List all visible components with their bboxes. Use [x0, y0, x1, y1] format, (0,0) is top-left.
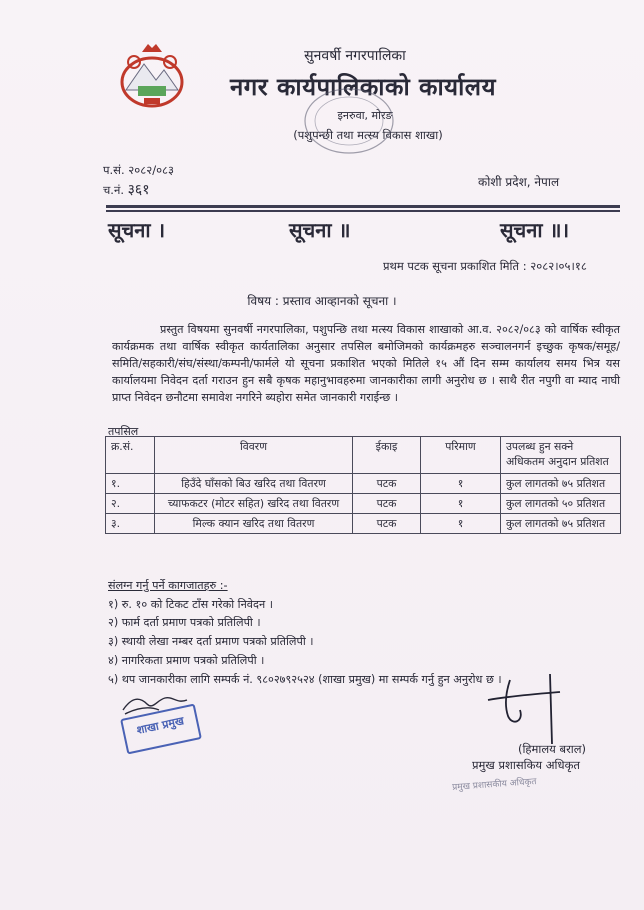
- municipality-emblem-icon: [104, 40, 200, 110]
- cell-sn: २.: [106, 494, 155, 514]
- cell-description: मिल्क क्यान खरिद तथा वितरण: [155, 514, 353, 534]
- cell-sn: १.: [106, 474, 155, 494]
- cell-subsidy: कुल लागतको ७५ प्रतिशत: [501, 474, 621, 494]
- col-header-description: विवरण: [155, 437, 353, 474]
- notice-body: प्रस्तुत विषयमा सुनवर्षी नगरपालिका, पशुपन्छि तथा मत्स्य विकास शाखाको आ.व. २०८२/०८३ को वार्षिक स्वीकृत कार्यक्रमक तथा वार्षिक स्वीकृत कार्यतालिका अनुसार तपसिल बमोजिमको कार्यक्रमहरु सञ्चालनगर्न इच्छुक कृषक/समूह/समिति/सहकारी/संघ/संस्था/कम्पनी/फार्मले यो सूचना प्रकाशित भएको मितिले १५ औं दिन सम्म कार्यालय समय भित्र यस कार्यालयमा निवेदन दर्ता गराउन हुन सबै कृषक महानुभावहरुमा जानकारीका लागी अनुरोध छ । साथै रीत नपुगी वा म्याद नाघी प्राप्त निवेदन छनौटमा समावेश नगरिने ब्यहोरा समेत जानकारी गराईन्छ ।: [112, 323, 620, 404]
- required-documents: [108, 577, 502, 689]
- documents-heading: संलग्न गर्नु पर्ने कागजातहरु :-: [108, 579, 228, 592]
- cell-quantity: १: [421, 514, 501, 534]
- table-header-row: [106, 437, 621, 474]
- province-text: कोशी प्रदेश, नेपाल: [478, 175, 560, 189]
- list-item: ५) थप जानकारीका लागि सम्पर्क नं. ९८०२७९२५२४ (शाखा प्रमुख) मा सम्पर्क गर्नु हुन अनुरोध छ ।: [108, 672, 502, 686]
- col-header-quantity: परिमाण: [421, 437, 501, 474]
- municipality-name: सुनवर्षी नगरपालिका: [304, 48, 406, 64]
- cell-unit: पटक: [353, 514, 421, 534]
- cell-unit: पटक: [353, 474, 421, 494]
- notice-subject: विषय : प्रस्ताव आव्हानको सूचना ।: [247, 294, 397, 308]
- cell-quantity: १: [421, 474, 501, 494]
- col-header-subsidy: उपलब्ध हुन सक्ने अधिकतम अनुदान प्रतिशत: [501, 437, 621, 474]
- table-row: [106, 514, 621, 534]
- schedule-table: [105, 436, 621, 534]
- cell-quantity: १: [421, 494, 501, 514]
- notice-title-2: सूचना ॥: [289, 218, 351, 242]
- list-item: ३) स्थायी लेखा नम्बर दर्ता प्रमाण पत्रको प्रतिलिपी ।: [108, 635, 314, 649]
- signatory-title: प्रमुख प्रशासकिय अधिकृत: [472, 758, 580, 772]
- col-header-unit: ईकाइ: [353, 437, 421, 474]
- dispatch-number-label: च.नं.: [103, 183, 124, 197]
- list-item: ४) नागरिकता प्रमाण पत्रको प्रतिलिपी ।: [108, 653, 265, 667]
- cell-unit: पटक: [353, 494, 421, 514]
- fiscal-year-value: २०८२/०८३: [128, 163, 175, 177]
- dispatch-number-value: ३६१: [127, 182, 150, 198]
- fiscal-year-label: प.सं.: [103, 163, 125, 177]
- cell-description: हिउँदे घाँसको बिउ खरिद तथा वितरण: [155, 474, 353, 494]
- table-row: [106, 494, 621, 514]
- publish-date: प्रथम पटक सूचना प्रकाशित मिति : २०८२।०५।१८: [383, 259, 587, 273]
- office-location: इनरुवा, मोरङ: [337, 109, 393, 122]
- branch-chief-stamp-text: शाखा प्रमुख: [135, 714, 186, 737]
- cao-signature-icon: [480, 670, 590, 750]
- list-item: २) फार्म दर्ता प्रमाण पत्रको प्रतिलिपी ।: [108, 616, 261, 630]
- dispatch-number-line: [103, 180, 150, 199]
- signatory-name: (हिमालय बराल): [517, 742, 587, 756]
- notice-title-3: सूचना ॥।: [500, 218, 570, 242]
- header-divider-thin: [106, 210, 620, 212]
- cell-description: च्याफकटर (मोटर सहित) खरिद तथा वितरण: [155, 494, 353, 514]
- col-header-sn: क्र.सं.: [106, 437, 155, 474]
- list-item: १) रु. १० को टिकट टाँस गरेको निवेदन ।: [108, 597, 273, 611]
- office-seal-icon: [300, 86, 398, 156]
- cell-sn: ३.: [106, 514, 155, 534]
- office-title: नगर कार्यपालिकाको कार्यालय: [229, 73, 497, 101]
- schedule-label: तपसिल: [108, 425, 139, 438]
- cell-subsidy: कुल लागतको ७५ प्रतिशत: [501, 514, 621, 534]
- table-row: [106, 474, 621, 494]
- signatory-seal: प्रमुख प्रशासकीय अधिकृत: [451, 777, 537, 793]
- branch-name: (पशुपन्छी तथा मत्स्य विकास शाखा): [293, 128, 443, 142]
- header-divider: [106, 205, 620, 208]
- cell-subsidy: कुल लागतको ५० प्रतिशत: [501, 494, 621, 514]
- fiscal-year-line: [103, 163, 174, 178]
- notice-title-1: सूचना ।: [108, 218, 166, 242]
